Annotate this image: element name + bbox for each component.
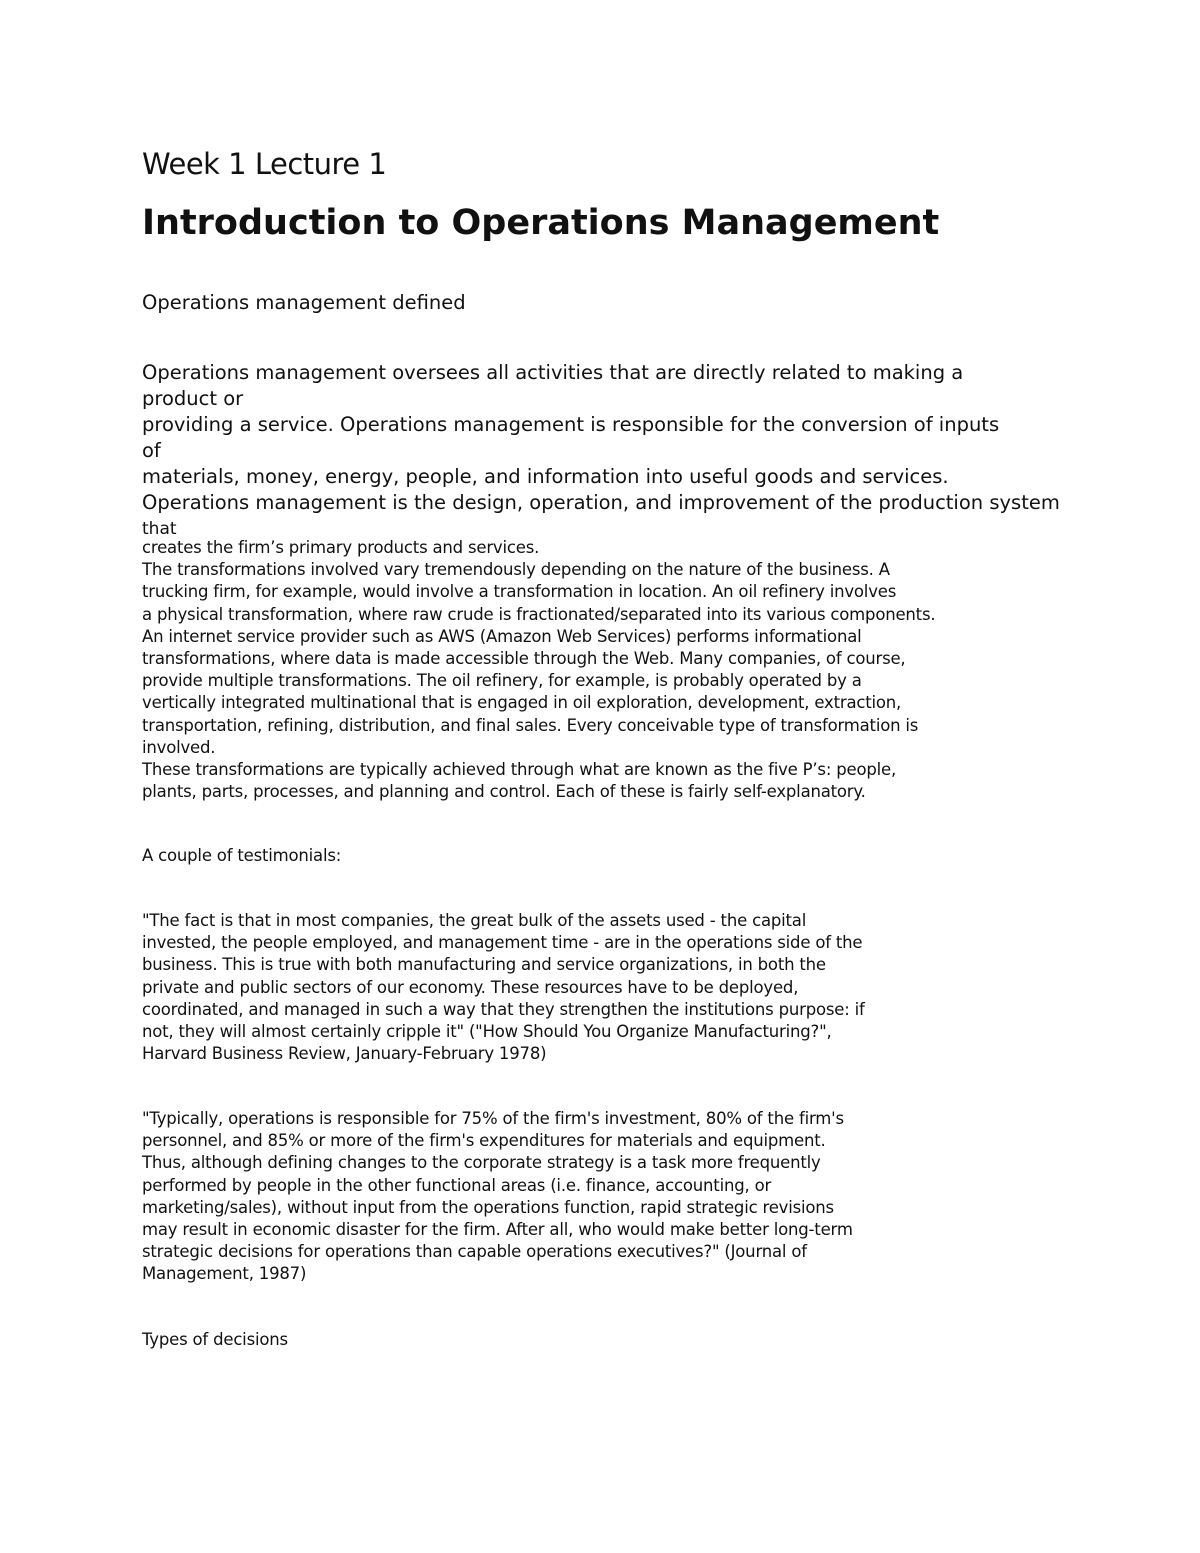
quote-line: invested, the people employed, and management time - are in the operations side of the (142, 933, 863, 953)
paragraph-line: a physical transformation, where raw crude is fractionated/separated into its various components. (142, 604, 936, 624)
paragraph-line: transportation, refining, distribution, and final sales. Every conceivable type of transformation is (142, 715, 919, 735)
quote-line: "Typically, operations is responsible for 75% of the firm's investment, 80% of the firm's (142, 1109, 844, 1128)
paragraph-line: involved. (142, 737, 216, 757)
quote-line: personnel, and 85% or more of the firm's expenditures for materials and equipment. (142, 1131, 826, 1151)
quote-line: strategic decisions for operations than capable operations executives?" (Journal of (142, 1242, 807, 1262)
quote-line: performed by people in the other functional areas (i.e. finance, accounting, or (142, 1175, 772, 1195)
paragraph-line: of (142, 439, 161, 462)
paragraph-line: An internet service provider such as AWS (Amazon Web Services) performs informational (142, 626, 862, 646)
quote-line: business. This is true with both manufacturing and service organizations, in both the (142, 955, 826, 975)
paragraph-line: plants, parts, processes, and planning and control. Each of these is fairly self-explanatory. (142, 782, 866, 802)
testimonials-label: A couple of testimonials: (142, 846, 342, 865)
body-paragraph (142, 537, 1142, 803)
paragraph-line: creates the firm’s primary products and services. (142, 538, 540, 557)
types-of-decisions-heading: Types of decisions (142, 1330, 288, 1349)
paragraph-line: trucking firm, for example, would involve a transformation in location. An oil refinery involves (142, 582, 897, 602)
quote-line: "The fact is that in most companies, the great bulk of the assets used - the capital (142, 911, 807, 930)
testimonial-quote-1 (142, 910, 1142, 1065)
paragraph-line: that (142, 519, 177, 539)
section-heading: Operations management defined (142, 291, 466, 314)
quote-line: coordinated, and managed in such a way that they strengthen the institutions purpose: if (142, 999, 865, 1019)
paragraph-line: transformations, where data is made accessible through the Web. Many companies, of course, (142, 648, 906, 668)
paragraph-line: These transformations are typically achieved through what are known as the five P’s: people, (142, 759, 897, 779)
quote-line: Harvard Business Review, January-February 1978) (142, 1044, 547, 1064)
paragraph-line: materials, money, energy, people, and information into useful goods and services. (142, 465, 949, 488)
paragraph-line: Operations management oversees all activities that are directly related to making a (142, 361, 964, 384)
testimonial-quote-2 (142, 1108, 1142, 1286)
paragraph-line: providing a service. Operations management is responsible for the conversion of inputs (142, 413, 1000, 436)
paragraph-line: provide multiple transformations. The oil refinery, for example, is probably operated by a (142, 671, 862, 691)
document-title: Introduction to Operations Management (142, 203, 940, 243)
week-title: Week 1 Lecture 1 (142, 147, 387, 181)
intro-paragraph (142, 360, 1142, 542)
paragraph-line: Operations management is the design, operation, and improvement of the production system (142, 491, 1060, 514)
paragraph-line: The transformations involved vary tremendously depending on the nature of the business. A (142, 560, 890, 580)
quote-line: marketing/sales), without input from the operations function, rapid strategic revisions (142, 1197, 834, 1217)
paragraph-line: product or (142, 387, 244, 410)
quote-line: not, they will almost certainly cripple it" ("How Should You Organize Manufacturing?", (142, 1021, 832, 1041)
paragraph-line: vertically integrated multinational that is engaged in oil exploration, development, extraction, (142, 693, 902, 713)
quote-line: may result in economic disaster for the firm. After all, who would make better long-term (142, 1219, 853, 1239)
quote-line: Management, 1987) (142, 1264, 307, 1284)
quote-line: Thus, although defining changes to the corporate strategy is a task more frequently (142, 1153, 821, 1173)
quote-line: private and public sectors of our economy. These resources have to be deployed, (142, 977, 799, 997)
